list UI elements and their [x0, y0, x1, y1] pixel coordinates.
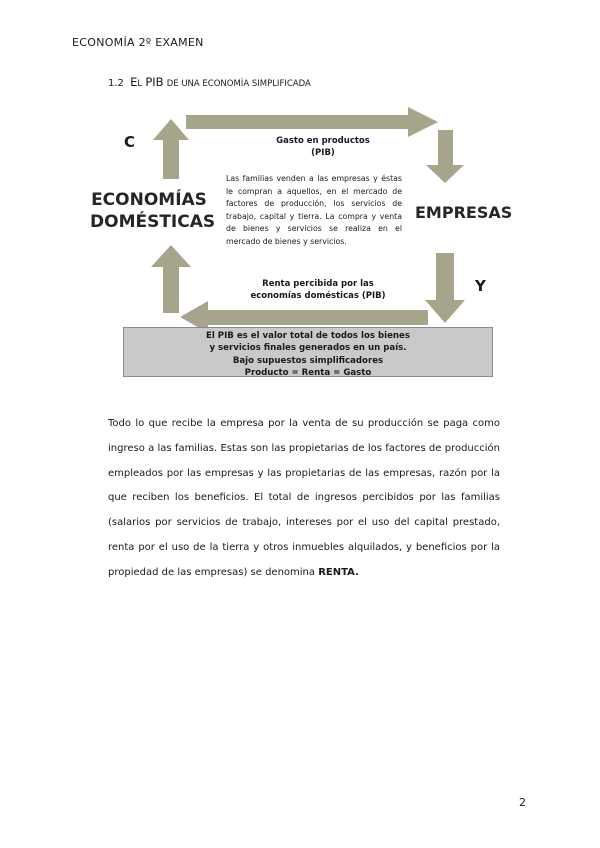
households-label-line: ECONOMÍAS — [91, 190, 207, 210]
right-lower-arrow — [425, 253, 465, 323]
income-flow-label — [228, 278, 408, 302]
page-number: 2 — [519, 796, 526, 809]
right-upper-arrow — [426, 130, 464, 183]
income-flow-line: Renta percibida por las — [262, 279, 374, 289]
gdp-definition-box — [123, 327, 493, 377]
spending-flow-label — [228, 135, 418, 159]
section-title-part: DE UNA ECONOMÍA SIMPLIFICADA — [166, 79, 311, 89]
left-upper-arrow — [153, 119, 189, 179]
gdp-definition-line: Producto = Renta = Gasto — [244, 367, 372, 377]
section-title — [108, 75, 311, 89]
diagram-description: Las familias venden a las empresas y éstas le compran a aquellos, en el mercado de factores de producción, los servicios de trabajo, capital y tierra. La compra y venta de bienes y servicios se realiza en el mercado de bienes y servicios. — [226, 174, 402, 246]
gdp-definition-line: y servicios finales generados en un país. — [209, 343, 407, 354]
income-letter: Y — [475, 277, 486, 295]
spending-flow-line: (PIB) — [311, 148, 335, 158]
firms-label: EMPRESAS — [415, 203, 513, 222]
circular-flow-diagram — [88, 105, 513, 385]
section-title-part: L — [137, 79, 143, 89]
section-title-part: E — [130, 75, 138, 89]
spending-flow-line: Gasto en productos — [276, 136, 370, 146]
body-paragraph — [108, 412, 500, 586]
income-flow-line: economías domésticas (PIB) — [250, 291, 386, 301]
page-header: ECONOMÍA 2º EXAMEN — [72, 36, 204, 49]
section-title-part: PIB — [145, 75, 164, 89]
households-label-line: DOMÉSTICAS — [90, 212, 216, 232]
consumption-letter: C — [124, 133, 136, 151]
left-lower-arrow — [151, 245, 191, 313]
households-label — [90, 189, 216, 233]
paragraph-text: Todo lo que recibe la empresa por la venta de su producción se paga como ingreso a las familias. Estas son las propietarias de los factores de producción empleados por las empresas y las propietarias de las empresas, razón por la que reciben los beneficios. El total de ingresos percibidos por las familias (salarios por servicios de trabajo, intereses por el uso del capital prestado, renta por el uso de la tierra y otros inmuebles alquilados, y beneficios por la propiedad de las empresas) se denomina — [108, 418, 500, 578]
paragraph-emphasis: RENTA. — [318, 566, 359, 578]
top-arrow — [186, 107, 438, 137]
gdp-definition-line: El PIB es el valor total de todos los bienes — [206, 331, 410, 341]
section-number: 1.2 — [108, 78, 124, 89]
gdp-definition-line: Bajo supuestos simplificadores — [232, 355, 384, 366]
